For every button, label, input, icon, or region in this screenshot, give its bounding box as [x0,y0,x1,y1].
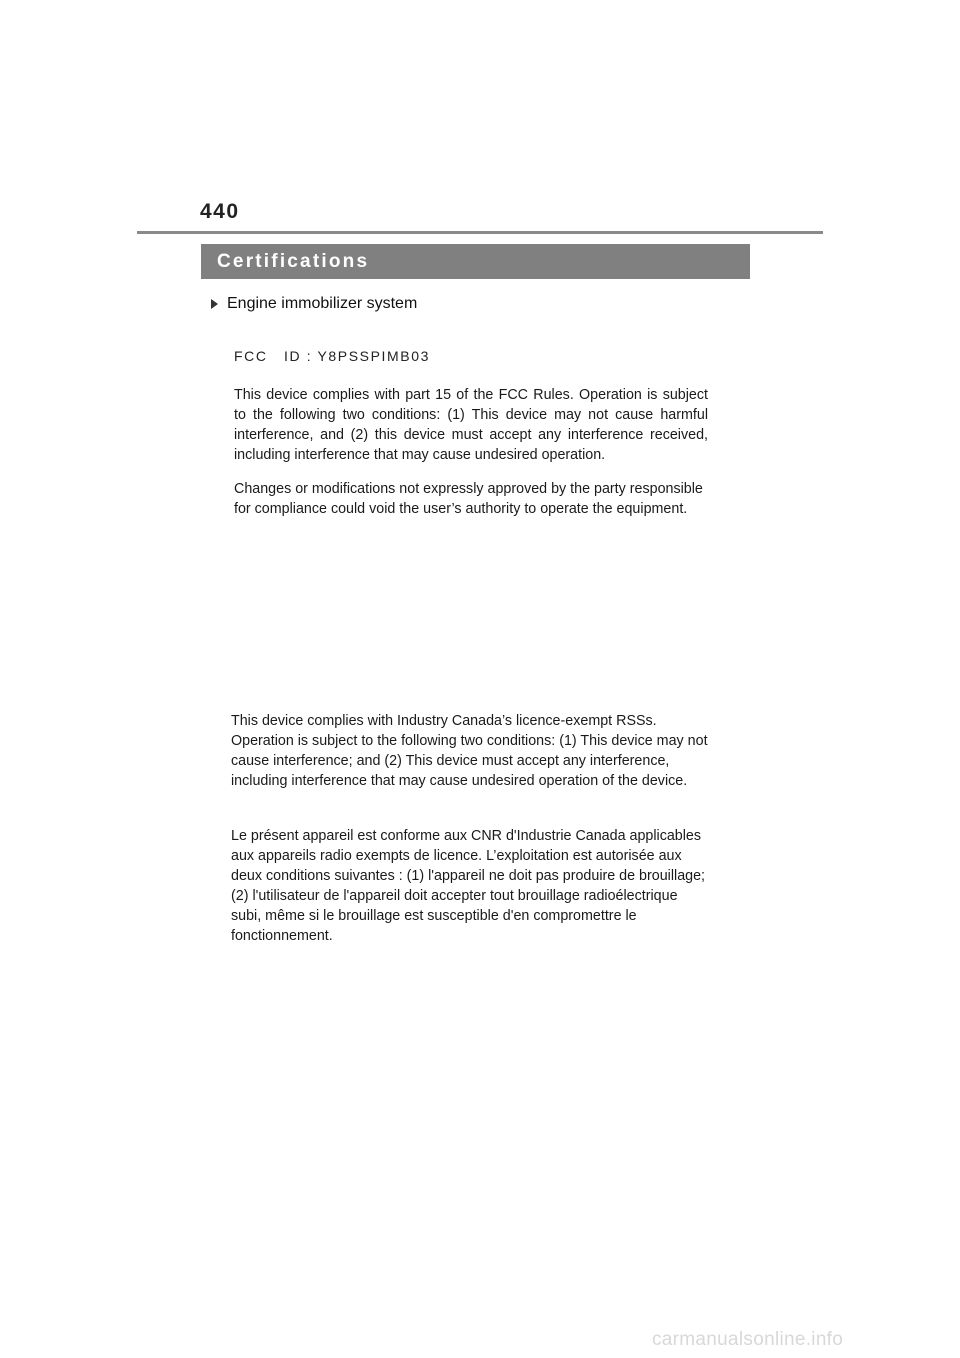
triangle-arrow-right-icon [211,299,218,309]
section-title: Certifications [217,250,370,272]
fcc-compliance-paragraph: This device complies with part 15 of the FCC Rules. Operation is subject to the following two conditions: (1) This device may not cause harmful interference, and (2) this device must accept any interference received, including interference that may cause undesired operation. [234,387,708,463]
industry-canada-french-paragraph: Le présent appareil est conforme aux CNR d'Industrie Canada applicables aux appareils radio exempts de licence. L’exploitation est autorisée aux deux conditions suivantes : (1) l'appareil ne doit pas produire de brouillage; (2) l'utilisateur de l'appareil doit accepter tout brouillage radioélectrique subi, même si le brouillage est susceptible d'en compromettre le fonctionnement. [231,828,706,944]
header-divider [137,231,823,234]
watermark: carmanualsonline.info [652,1329,844,1350]
subsection-heading [211,295,417,313]
fcc-id: FCC ID : Y8PSSPIMB03 [234,348,430,364]
fcc-modifications-paragraph: Changes or modifications not expressly approved by the party responsible for compliance could void the user’s authority to operate the equipment. [234,481,703,517]
section-banner [201,244,750,279]
industry-canada-english-paragraph: This device complies with Industry Canada’s licence-exempt RSSs. Operation is subject to the following two conditions: (1) This device may not cause interference; and (2) This device must accept any interference, including interference that may cause undesired operation of the device. [231,713,708,789]
page-number: 440 [200,200,240,223]
subsection-label: Engine immobilizer system [227,295,418,312]
